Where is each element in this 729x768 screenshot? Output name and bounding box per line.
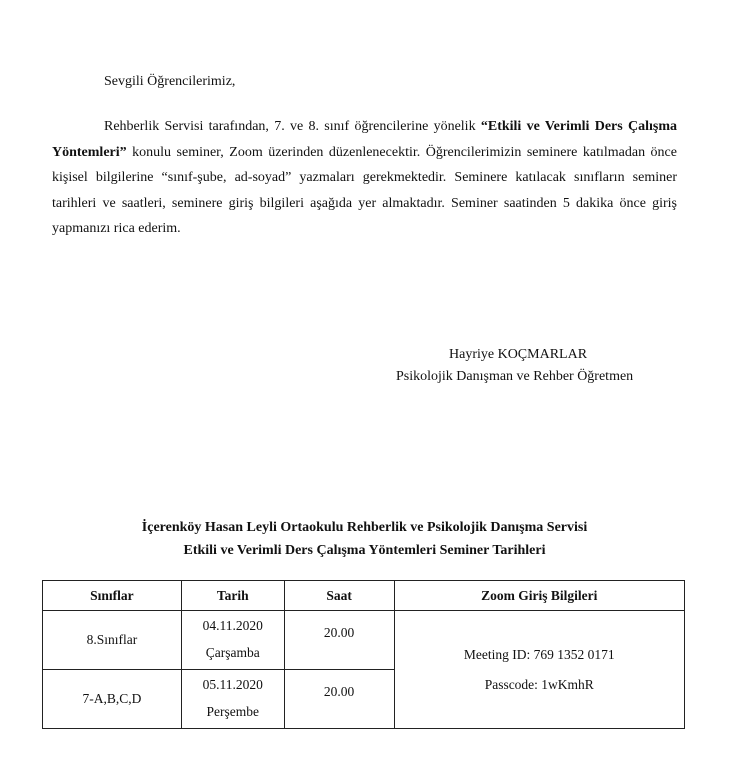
header-time: Saat (284, 581, 394, 611)
signature-title: Psikolojik Danışman ve Rehber Öğretmen (396, 369, 634, 384)
header-date: Tarih (181, 581, 284, 611)
table-header-row (43, 581, 685, 611)
passcode: Passcode: 1wKmhR (484, 676, 594, 692)
row-day: Çarşamba (205, 645, 260, 660)
row-time: 20.00 (284, 670, 394, 729)
meeting-id: Meeting ID: 769 1352 0171 (463, 646, 615, 662)
table-row (43, 611, 685, 670)
schedule-title-line2: Etkili ve Verimli Ders Çalışma Yöntemleri Seminer Tarihleri (183, 543, 546, 558)
row-time: 20.00 (284, 611, 394, 670)
header-classes: Sınıflar (43, 581, 182, 611)
row-date: 04.11.2020 (202, 618, 263, 633)
salutation: Sevgili Öğrencilerimiz, (104, 74, 236, 89)
row-day: Perşembe (206, 704, 259, 719)
row-date: 05.11.2020 (202, 677, 263, 692)
signature-block (396, 344, 686, 388)
signature-name: Hayriye KOÇMARLAR (449, 347, 588, 362)
header-zoom: Zoom Giriş Bilgileri (394, 581, 685, 611)
seminar-name: “Etkili ve Verimli Ders Çalışma Yöntemleri” (52, 119, 677, 160)
row-date-cell (181, 611, 284, 670)
schedule-title-line1: İçerenköy Hasan Leyli Ortaokulu Rehberlik ve Psikolojik Danışma Servisi (141, 520, 588, 535)
schedule-heading (0, 516, 729, 562)
letter-paragraph (52, 114, 677, 242)
row-class: 8.Sınıflar (43, 611, 182, 670)
paragraph-body: konulu seminer, Zoom üzerinden düzenlenecektir. Öğrencilerimizin seminere katılmadan önce kişisel bilgilerine “sınıf-şube, ad-soyad” yazmaları gerekmektedir. Seminere katılacak sınıfların seminer tarihleri ve saatleri, seminere giriş bilgileri aşağıda yer almaktadır. Seminer saatinden 5 dakika önce giriş yapmanızı rica ederim. (52, 144, 677, 236)
zoom-info-cell (394, 611, 685, 729)
schedule-table (42, 580, 685, 729)
row-date-cell (181, 670, 284, 729)
paragraph-intro: Rehberlik Servisi tarafından, 7. ve 8. sınıf öğrencilerine yönelik (104, 119, 481, 134)
row-class: 7-A,B,C,D (43, 670, 182, 729)
